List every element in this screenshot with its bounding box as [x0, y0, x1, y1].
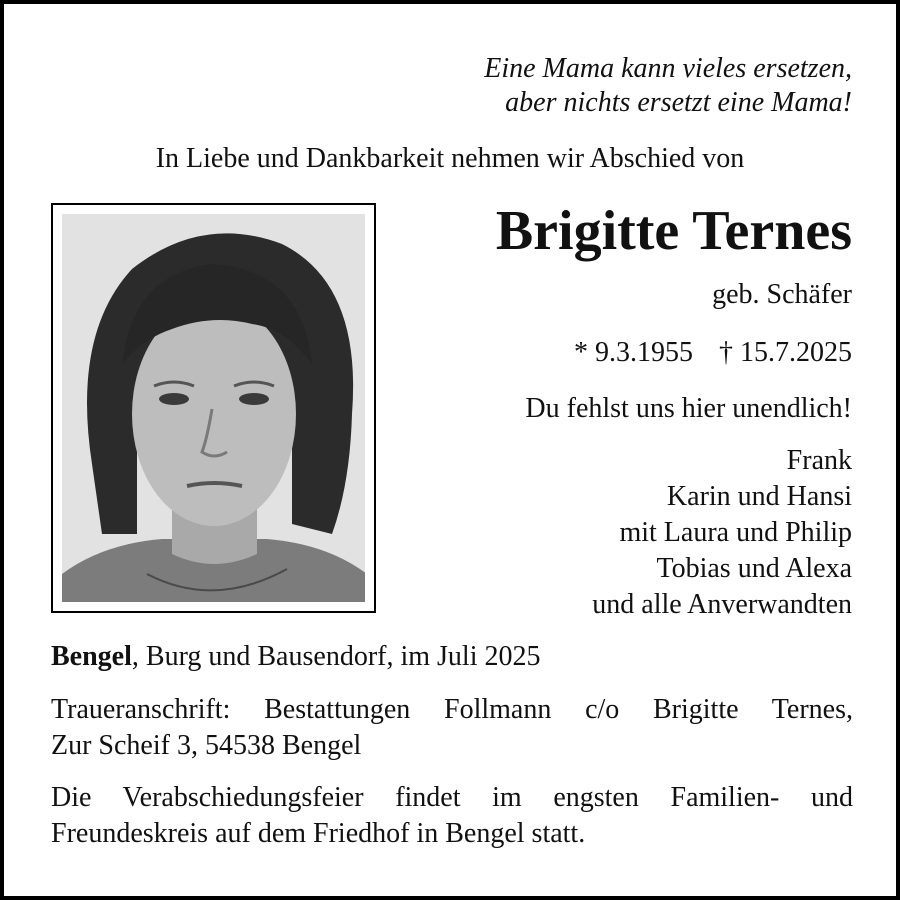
place-rest: , Burg und Bausendorf, im Juli 2025 — [131, 641, 541, 672]
ceremony-line-1: Die Verabschiedungsfeier findet im engsten Familien- und — [51, 782, 853, 813]
portrait-photo — [51, 203, 376, 613]
missed-text: Du fehlst uns hier unendlich! — [525, 393, 852, 424]
deceased-name: Brigitte Ternes — [495, 200, 852, 262]
family-member: Tobias und Alexa — [656, 553, 852, 584]
ceremony-info — [51, 780, 853, 852]
motto-line-2: aber nichts ersetzt eine Mama! — [505, 87, 852, 118]
motto-line-1: Eine Mama kann vieles ersetzen, — [484, 53, 852, 84]
place-town: Bengel — [51, 641, 132, 672]
motto-quote — [152, 52, 852, 120]
family-member: mit Laura und Philip — [619, 517, 852, 548]
birth-date: * 9.3.1955 — [574, 337, 693, 368]
life-dates — [574, 336, 852, 370]
family-member: Karin und Hansi — [666, 481, 852, 512]
mourning-address — [51, 692, 853, 764]
address-line-2: Zur Scheif 3, 54538 Bengel — [51, 730, 362, 761]
intro-text: In Liebe und Dankbarkeit nehmen wir Abschied von — [155, 143, 745, 174]
family-member: und alle Anverwandten — [592, 589, 852, 620]
ceremony-line-2: Freundeskreis auf dem Friedhof in Bengel statt. — [51, 818, 586, 849]
address-line-1: Traueranschrift: Bestattungen Follmann c/o Brigitte Ternes, — [51, 694, 853, 725]
death-date: † 15.7.2025 — [719, 337, 852, 368]
portrait-image — [62, 214, 365, 602]
family-member: Frank — [786, 445, 852, 476]
family-list — [592, 443, 852, 623]
place-and-date — [51, 640, 540, 674]
birth-name: geb. Schäfer — [712, 279, 852, 310]
